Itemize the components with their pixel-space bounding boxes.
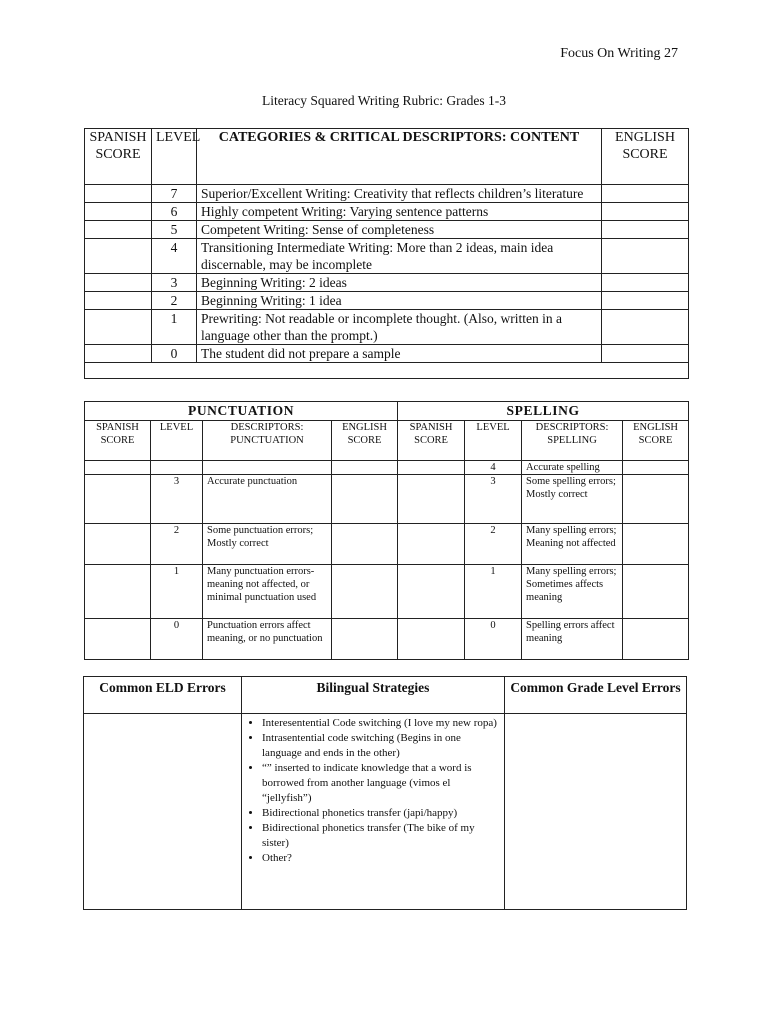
bilingual-strategies-table [83, 676, 687, 910]
content-rubric-table [84, 128, 689, 379]
punctuation-level: 0 [151, 619, 203, 660]
running-head: Focus On Writing 27 [560, 46, 678, 61]
page-title: Literacy Squared Writing Rubric: Grades 1-3 [261, 93, 506, 108]
punctuation-descriptor [203, 461, 332, 475]
bilingual-strategies-header: Bilingual Strategies [242, 677, 505, 714]
spacer-row [85, 363, 689, 379]
content-descriptor: The student did not prepare a sample [197, 345, 602, 363]
spelling-descriptors-header: DESCRIPTORS: SPELLING [522, 421, 623, 461]
table-row [85, 619, 689, 660]
punctuation-spelling-table [84, 401, 689, 660]
content-level: 1 [152, 310, 197, 345]
content-row [85, 239, 689, 274]
sub-header-row [85, 421, 689, 461]
spanish-score-header: SPANISH SCORE [85, 421, 151, 461]
content-descriptor: Competent Writing: Sense of completeness [197, 221, 602, 239]
list-item: • Bidirectional phonetics transfer (The bike of my sister) [262, 821, 500, 851]
content-descriptor: Transitioning Intermediate Writing: More than 2 ideas, main idea discernable, may be incomplete [197, 239, 602, 274]
spelling-level: 1 [465, 565, 522, 619]
content-level: 0 [152, 345, 197, 363]
punctuation-level: 3 [151, 475, 203, 524]
content-row [85, 345, 689, 363]
content-descriptor: Beginning Writing: 1 idea [197, 292, 602, 310]
punctuation-descriptor: Punctuation errors affect meaning, or no punctuation [203, 619, 332, 660]
punctuation-descriptor: Many punctuation errors-meaning not affected, or minimal punctuation used [203, 565, 332, 619]
content-row [85, 310, 689, 345]
content-level: 3 [152, 274, 197, 292]
section-title-row [85, 402, 689, 421]
level-header: LEVEL [465, 421, 522, 461]
spelling-title: SPELLING [398, 402, 689, 421]
spanish-score-header: SPANISH SCORE [398, 421, 465, 461]
bilingual-strategies-cell [242, 714, 505, 910]
english-score-header: ENGLISH SCORE [332, 421, 398, 461]
spanish-score-header: SPANISH SCORE [85, 129, 152, 185]
eld-errors-header: Common ELD Errors [84, 677, 242, 714]
grade-level-errors-cell [505, 714, 687, 910]
level-header: LEVEL [152, 129, 197, 185]
list-item: • Bidirectional phonetics transfer (japi/happy) [262, 806, 500, 821]
content-row [85, 203, 689, 221]
content-row [85, 292, 689, 310]
content-descriptor: Prewriting: Not readable or incomplete thought. (Also, written in a language other than the prompt.) [197, 310, 602, 345]
content-row [85, 185, 689, 203]
strategies-list [246, 716, 500, 866]
table-row [85, 565, 689, 619]
spelling-level: 4 [465, 461, 522, 475]
list-item: • Interesentential Code switching (I love my new ropa) [262, 716, 500, 731]
spelling-descriptor: Many spelling errors; Meaning not affected [522, 524, 623, 565]
category-header: CATEGORIES & CRITICAL DESCRIPTORS: CONTENT [197, 129, 602, 185]
spelling-descriptor: Many spelling errors; Sometimes affects meaning [522, 565, 623, 619]
table-row [85, 475, 689, 524]
spelling-descriptor: Accurate spelling [522, 461, 623, 475]
list-item: • Other? [262, 851, 500, 866]
level-header: LEVEL [151, 421, 203, 461]
punctuation-descriptor: Some punctuation errors; Mostly correct [203, 524, 332, 565]
english-score-header: ENGLISH SCORE [602, 129, 689, 185]
content-descriptor: Beginning Writing: 2 ideas [197, 274, 602, 292]
strategies-body-row [84, 714, 687, 910]
content-header-row [85, 129, 689, 185]
punctuation-level: 1 [151, 565, 203, 619]
content-level: 4 [152, 239, 197, 274]
spelling-descriptor: Spelling errors affect meaning [522, 619, 623, 660]
punctuation-title: PUNCTUATION [85, 402, 398, 421]
spelling-level: 3 [465, 475, 522, 524]
content-descriptor: Superior/Excellent Writing: Creativity that reflects children’s literature [197, 185, 602, 203]
content-descriptor: Highly competent Writing: Varying sentence patterns [197, 203, 602, 221]
spelling-descriptor: Some spelling errors; Mostly correct [522, 475, 623, 524]
english-score-header: ENGLISH SCORE [623, 421, 689, 461]
punctuation-level [151, 461, 203, 475]
content-row [85, 221, 689, 239]
content-level: 2 [152, 292, 197, 310]
content-row [85, 274, 689, 292]
table-row [85, 461, 689, 475]
list-item: • “” inserted to indicate knowledge that a word is borrowed from another language (vimos el “jellyfish”) [262, 761, 500, 806]
punctuation-descriptors-header: DESCRIPTORS: PUNCTUATION [203, 421, 332, 461]
table-row [85, 524, 689, 565]
content-level: 5 [152, 221, 197, 239]
grade-level-errors-header: Common Grade Level Errors [505, 677, 687, 714]
strategies-header-row [84, 677, 687, 714]
eld-errors-cell [84, 714, 242, 910]
punctuation-level: 2 [151, 524, 203, 565]
punctuation-descriptor: Accurate punctuation [203, 475, 332, 524]
spelling-level: 0 [465, 619, 522, 660]
content-level: 7 [152, 185, 197, 203]
list-item: • Intrasentential code switching (Begins in one language and ends in the other) [262, 731, 500, 761]
spelling-level: 2 [465, 524, 522, 565]
content-level: 6 [152, 203, 197, 221]
